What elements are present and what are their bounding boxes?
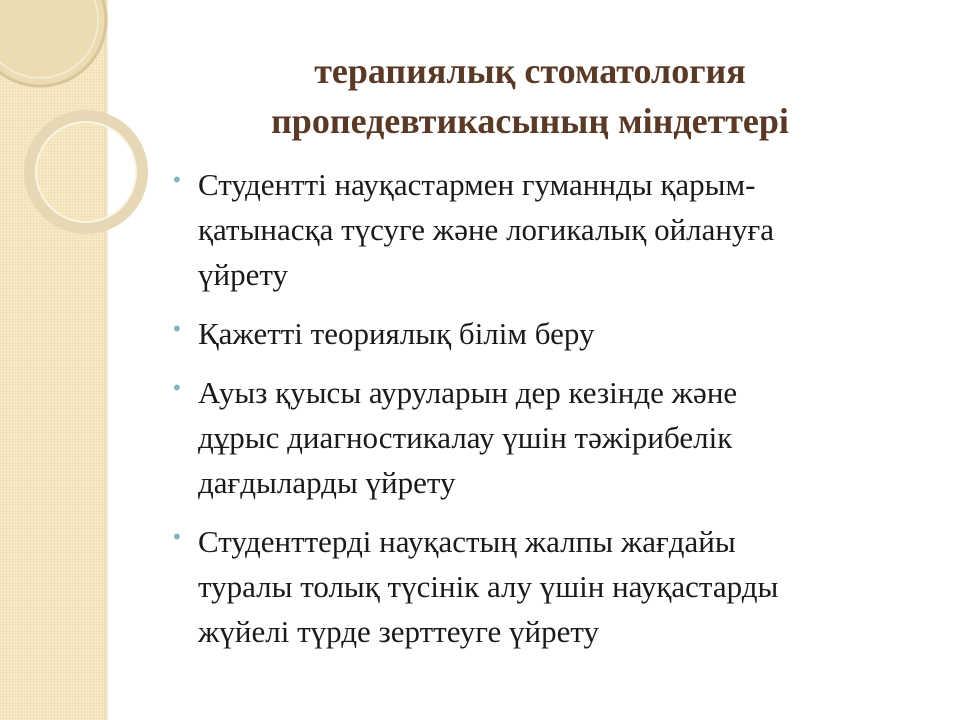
bullet-text-line: дұрыс диагностикалау үшін тәжірибелік	[198, 420, 733, 455]
bullet-icon: •	[171, 525, 183, 549]
decorative-ring	[30, 116, 142, 228]
bullet-text-line: қатынасқа түсуге және логикалық ойлануға	[198, 212, 774, 247]
bullet-text-line: үйрету	[198, 257, 288, 292]
bullet-item	[170, 519, 930, 654]
bullet-text-line: дағдыларды үйрету	[198, 465, 456, 500]
slide-title	[150, 46, 910, 146]
bullet-list	[170, 162, 930, 668]
bullet-text-line: жүйелі түрде зерттеуге үйрету	[198, 614, 600, 649]
bullet-text-line: Студенттерді науқастың жалпы жағдайы	[198, 524, 736, 559]
bullet-item	[170, 311, 930, 356]
bullet-text-line: Студентті науқастармен гуманнды қарым-	[198, 167, 756, 202]
bullet-icon: •	[171, 376, 183, 400]
decorative-ring-inner	[36, 122, 136, 222]
slide-title-line: пропедевтикасының міндеттері	[271, 101, 789, 141]
bullet-item	[170, 370, 930, 505]
decorative-circles-graphic	[0, 0, 160, 260]
bullet-icon: •	[171, 168, 183, 192]
bullet-text-line: Ауыз қуысы ауруларын дер кезінде және	[198, 375, 738, 410]
bullet-item	[170, 162, 930, 297]
slide-title-line: терапиялық стоматология	[314, 51, 746, 91]
bullet-icon: •	[171, 317, 183, 341]
bullet-text-line: Қажетті теориялық білім беру	[198, 316, 595, 351]
bullet-text-line: туралы толық түсінік алу үшін науқастарды	[198, 569, 779, 604]
